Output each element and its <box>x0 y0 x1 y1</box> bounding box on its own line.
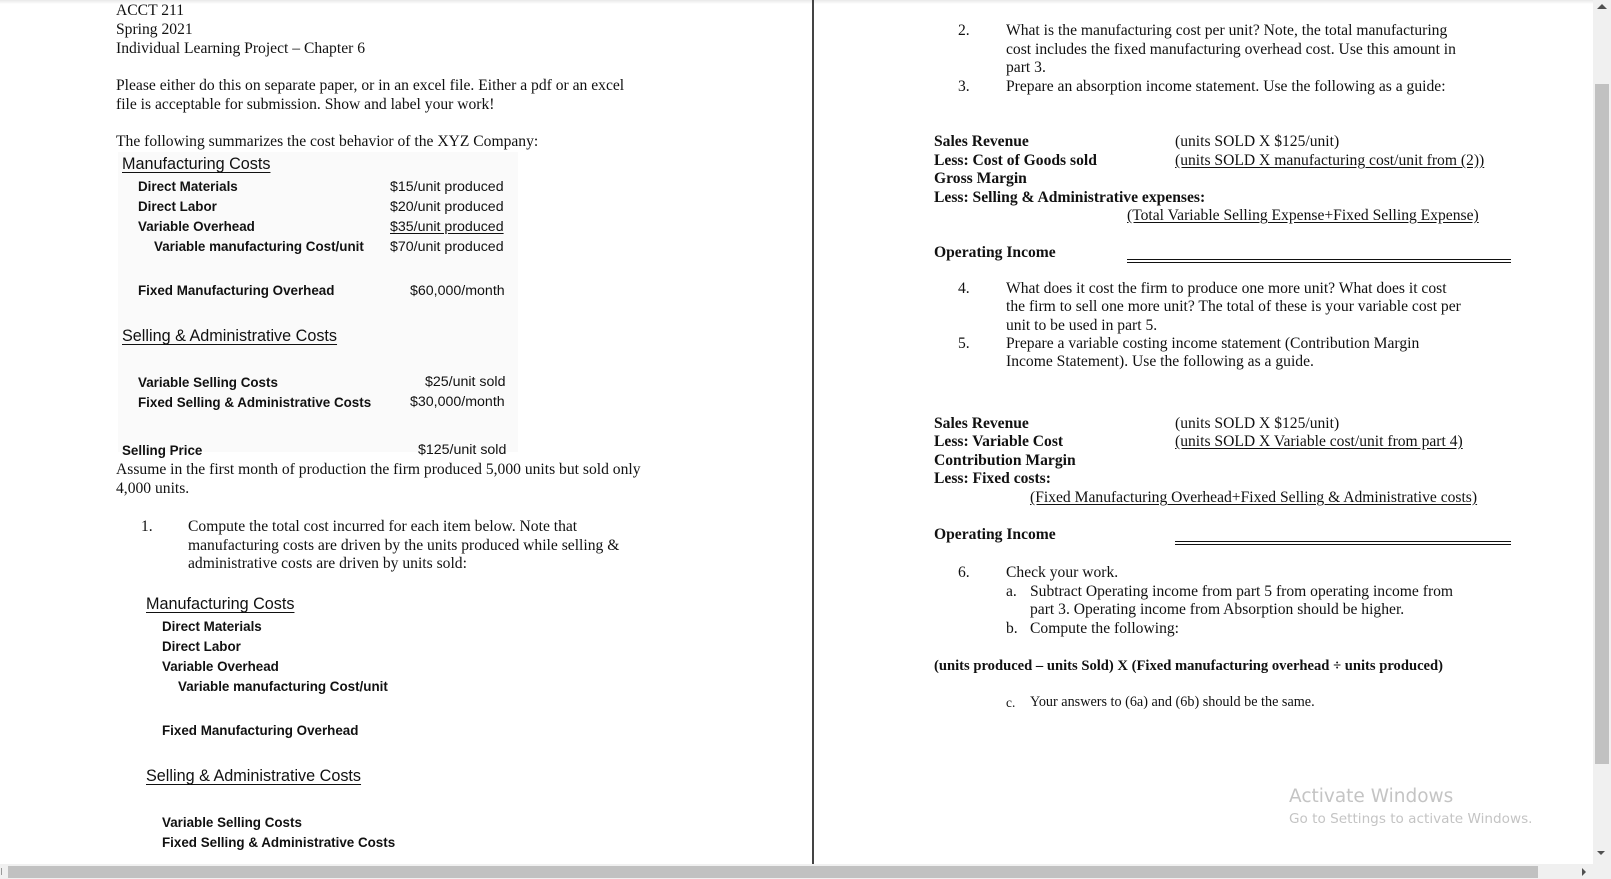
var-variable-cost-note: (units SOLD X Variable cost/unit from part 4) <box>1175 433 1463 450</box>
abs-operating-income-label: Operating Income <box>934 244 1056 261</box>
course-code: ACCT 211 <box>116 2 185 19</box>
var-sales-revenue-note: (units SOLD X $125/unit) <box>1175 415 1340 432</box>
question-1-line: Compute the total cost incurred for each item below. Note that <box>188 518 578 535</box>
question-6a-line: part 3. Operating income from Absorption should be higher. <box>1030 601 1405 618</box>
question-6c-line: Your answers to (6a) and (6b) should be the same. <box>1030 694 1315 710</box>
vertical-scrollbar[interactable] <box>1593 0 1611 864</box>
var-contribution-margin-label: Contribution Margin <box>934 452 1076 469</box>
question-6b-formula: (units produced – units Sold) X (Fixed manufacturing overhead ÷ units produced) <box>934 658 1443 674</box>
var-fixed-costs-note: (Fixed Manufacturing Overhead+Fixed Selling & Administrative costs) <box>1030 489 1478 506</box>
question-6a-letter: a. <box>1006 583 1017 600</box>
instructions-line-2: file is acceptable for submission. Show and label your work! <box>116 96 495 113</box>
var-operating-income-double-rule <box>1175 541 1511 545</box>
worksheet-selling-row: Fixed Selling & Administrative Costs <box>162 835 396 850</box>
question-3-number: 3. <box>958 78 970 95</box>
question-6a-line: Subtract Operating income from part 5 from operating income from <box>1030 583 1454 600</box>
abs-sga-label: Less: Selling & Administrative expenses: <box>934 189 1206 206</box>
given-fixed-value: $60,000/month <box>410 283 505 299</box>
document-title: Individual Learning Project – Chapter 6 <box>116 40 365 57</box>
assumption-line-2: 4,000 units. <box>116 480 190 497</box>
given-fixed-label: Fixed Manufacturing Overhead <box>138 283 335 298</box>
given-row-value: $70/unit produced <box>390 239 504 255</box>
instructions-line-1: Please either do this on separate paper, or in an excel file. Either a pdf or an excel <box>116 77 625 94</box>
given-selling-label: Variable Selling Costs <box>138 375 278 390</box>
question-6c-letter: c. <box>1006 695 1016 710</box>
intro-text: The following summarizes the cost behavior of the XYZ Company: <box>116 133 539 150</box>
worksheet-selling-row: Variable Selling Costs <box>162 815 302 830</box>
abs-gross-margin-label: Gross Margin <box>934 170 1027 187</box>
question-6b-line: Compute the following: <box>1030 620 1179 637</box>
given-manufacturing-title: Manufacturing Costs <box>122 155 271 173</box>
worksheet-manufacturing-title: Manufacturing Costs <box>146 595 295 613</box>
given-row-label: Direct Labor <box>138 199 217 214</box>
given-row-value: $20/unit produced <box>390 199 504 215</box>
var-operating-income-label: Operating Income <box>934 526 1056 543</box>
question-2-number: 2. <box>958 22 970 39</box>
abs-cogs-note: (units SOLD X manufacturing cost/unit from (2)) <box>1175 152 1485 169</box>
question-5-number: 5. <box>958 335 970 352</box>
activate-windows-subtitle: Go to Settings to activate Windows. <box>1289 811 1533 827</box>
worksheet-row: Direct Labor <box>162 639 241 654</box>
abs-sales-revenue-note: (units SOLD X $125/unit) <box>1175 133 1340 150</box>
assumption-line-1: Assume in the first month of production the firm produced 5,000 units but sold only <box>116 461 641 478</box>
abs-sga-note: (Total Variable Selling Expense+Fixed Selling Expense) <box>1127 207 1479 224</box>
page-divider <box>812 0 814 864</box>
question-4-number: 4. <box>958 280 970 297</box>
given-selling-value: $30,000/month <box>410 394 505 410</box>
question-2-line: part 3. <box>1006 59 1046 76</box>
scroll-right-arrow-icon[interactable] <box>1582 868 1586 876</box>
scroll-left-arrow-icon[interactable] <box>1 868 2 875</box>
given-selling-title: Selling & Administrative Costs <box>122 327 338 345</box>
worksheet-row: Variable manufacturing Cost/unit <box>178 679 388 694</box>
given-row-label: Direct Materials <box>138 179 238 194</box>
question-5-line: Prepare a variable costing income statement (Contribution Margin <box>1006 335 1420 352</box>
question-6-line: Check your work. <box>1006 564 1119 581</box>
worksheet-row: Variable Overhead <box>162 659 279 674</box>
abs-sales-revenue-label: Sales Revenue <box>934 133 1029 150</box>
given-selling-value: $25/unit sold <box>425 374 506 390</box>
scroll-down-arrow-icon[interactable] <box>1597 851 1605 855</box>
given-row-value: $15/unit produced <box>390 179 504 195</box>
question-2-line: cost includes the fixed manufacturing overhead cost. Use this amount in <box>1006 41 1456 58</box>
question-3-line: Prepare an absorption income statement. Use the following as a guide: <box>1006 78 1446 95</box>
selling-price-value: $125/unit sold <box>418 442 507 458</box>
activate-windows-title: Activate Windows <box>1289 786 1454 807</box>
worksheet-row: Direct Materials <box>162 619 262 634</box>
question-5-line: Income Statement). Use the following as a guide. <box>1006 353 1314 370</box>
horizontal-scrollbar[interactable] <box>0 864 1593 879</box>
var-fixed-costs-label: Less: Fixed costs: <box>934 470 1051 487</box>
worksheet-selling-title: Selling & Administrative Costs <box>146 767 362 785</box>
given-row-value: $35/unit produced <box>390 219 504 235</box>
horizontal-scroll-thumb[interactable] <box>8 866 1538 878</box>
scroll-up-arrow-icon[interactable] <box>1597 4 1607 9</box>
question-1-number: 1. <box>141 518 153 535</box>
scrollbar-corner <box>1593 864 1611 879</box>
var-sales-revenue-label: Sales Revenue <box>934 415 1029 432</box>
top-shadow <box>0 0 1593 4</box>
question-4-line: unit to be used in part 5. <box>1006 317 1158 334</box>
selling-price-label: Selling Price <box>122 443 203 458</box>
question-4-line: the firm to sell one more unit? The total of these is your variable cost per <box>1006 298 1461 315</box>
question-6b-letter: b. <box>1006 620 1018 637</box>
question-1-line: administrative costs are driven by units sold: <box>188 555 467 572</box>
worksheet-fixed-row: Fixed Manufacturing Overhead <box>162 723 359 738</box>
question-1-line: manufacturing costs are driven by the units produced while selling & <box>188 537 620 554</box>
question-2-line: What is the manufacturing cost per unit? Note, the total manufacturing <box>1006 22 1448 39</box>
abs-cogs-label: Less: Cost of Goods sold <box>934 152 1097 169</box>
var-variable-cost-label: Less: Variable Cost <box>934 433 1064 450</box>
question-4-line: What does it cost the firm to produce one more unit? What does it cost <box>1006 280 1447 297</box>
vertical-scroll-thumb[interactable] <box>1595 84 1609 764</box>
abs-operating-income-double-rule <box>1127 259 1511 263</box>
term: Spring 2021 <box>116 21 193 38</box>
given-row-label: Variable manufacturing Cost/unit <box>154 239 364 254</box>
given-selling-label: Fixed Selling & Administrative Costs <box>138 395 372 410</box>
question-6-number: 6. <box>958 564 970 581</box>
given-row-label: Variable Overhead <box>138 219 255 234</box>
